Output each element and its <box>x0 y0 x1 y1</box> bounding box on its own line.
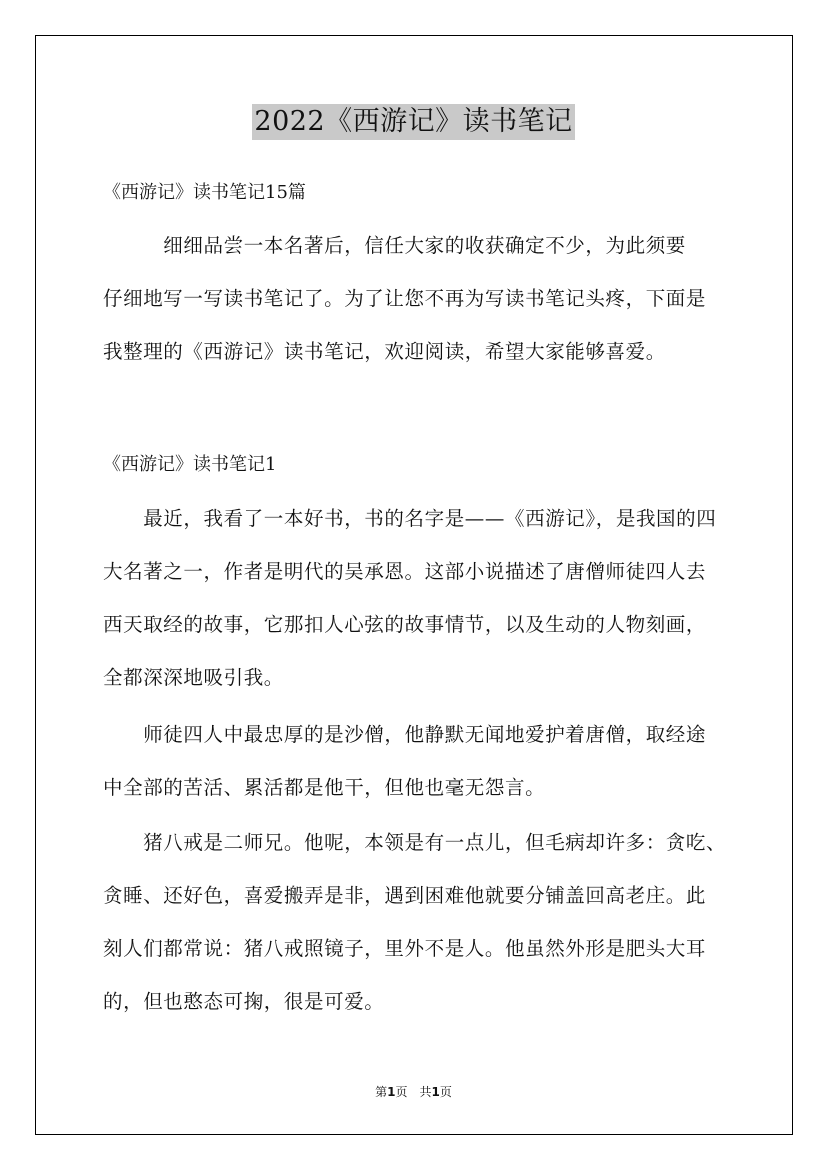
paragraph-line: 师徒四人中最忠厚的是沙僧，他静默无闻地爱护着唐僧，取经途 <box>103 723 707 746</box>
page-footer <box>0 1084 827 1100</box>
intro-paragraph <box>103 219 743 378</box>
paragraph-line: 西天取经的故事，它那扣人心弦的故事情节，以及生动的人物刻画， <box>103 613 707 636</box>
paragraph-line: 大名著之一，作者是明代的吴承恩。这部小说描述了唐僧师徒四人去 <box>103 560 707 583</box>
footer-page-suffix: 页 <box>439 1085 452 1099</box>
document-subtitle: 《西游记》读书笔记15篇 <box>103 182 306 203</box>
title-container <box>0 104 827 140</box>
paragraph-line: 贪睡、还好色，喜爱搬弄是非，遇到困难他就要分铺盖回高老庄。此 <box>103 884 707 907</box>
footer-page-prefix: 第 <box>375 1085 388 1099</box>
footer-page-number: 1 <box>387 1085 396 1099</box>
paragraph-3 <box>103 816 743 1028</box>
paragraph-1 <box>103 492 743 704</box>
paragraph-line: 最近，我看了一本好书，书的名字是——《西游记》，是我国的四 <box>103 507 717 530</box>
paragraph-line: 仔细地写一写读书笔记了。为了让您不再为写读书笔记头疼，下面是 <box>103 287 707 310</box>
footer-total-pages: 1 <box>431 1085 440 1099</box>
paragraph-2 <box>103 708 743 814</box>
paragraph-line: 我整理的《西游记》读书笔记，欢迎阅读，希望大家能够喜爱。 <box>103 340 666 363</box>
section-heading: 《西游记》读书笔记1 <box>103 454 277 475</box>
paragraph-line: 全都深深地吸引我。 <box>103 666 284 689</box>
document-title: 2022《西游记》读书笔记 <box>252 104 574 140</box>
footer-page-mid: 页 共 <box>395 1085 432 1099</box>
paragraph-line: 刻人们都常说：猪八戒照镜子，里外不是人。他虽然外形是肥头大耳 <box>103 937 707 960</box>
paragraph-line: 中全部的苦活、累活都是他干，但他也毫无怨言。 <box>103 776 546 799</box>
paragraph-line: 的，但也憨态可掬，很是可爱。 <box>103 990 385 1013</box>
paragraph-line: 猪八戒是二师兄。他呢，本领是有一点儿，但毛病却许多：贪吃、 <box>103 831 727 854</box>
paragraph-line: 细细品尝一本名著后，信任大家的收获确定不少，为此须要 <box>103 234 686 257</box>
